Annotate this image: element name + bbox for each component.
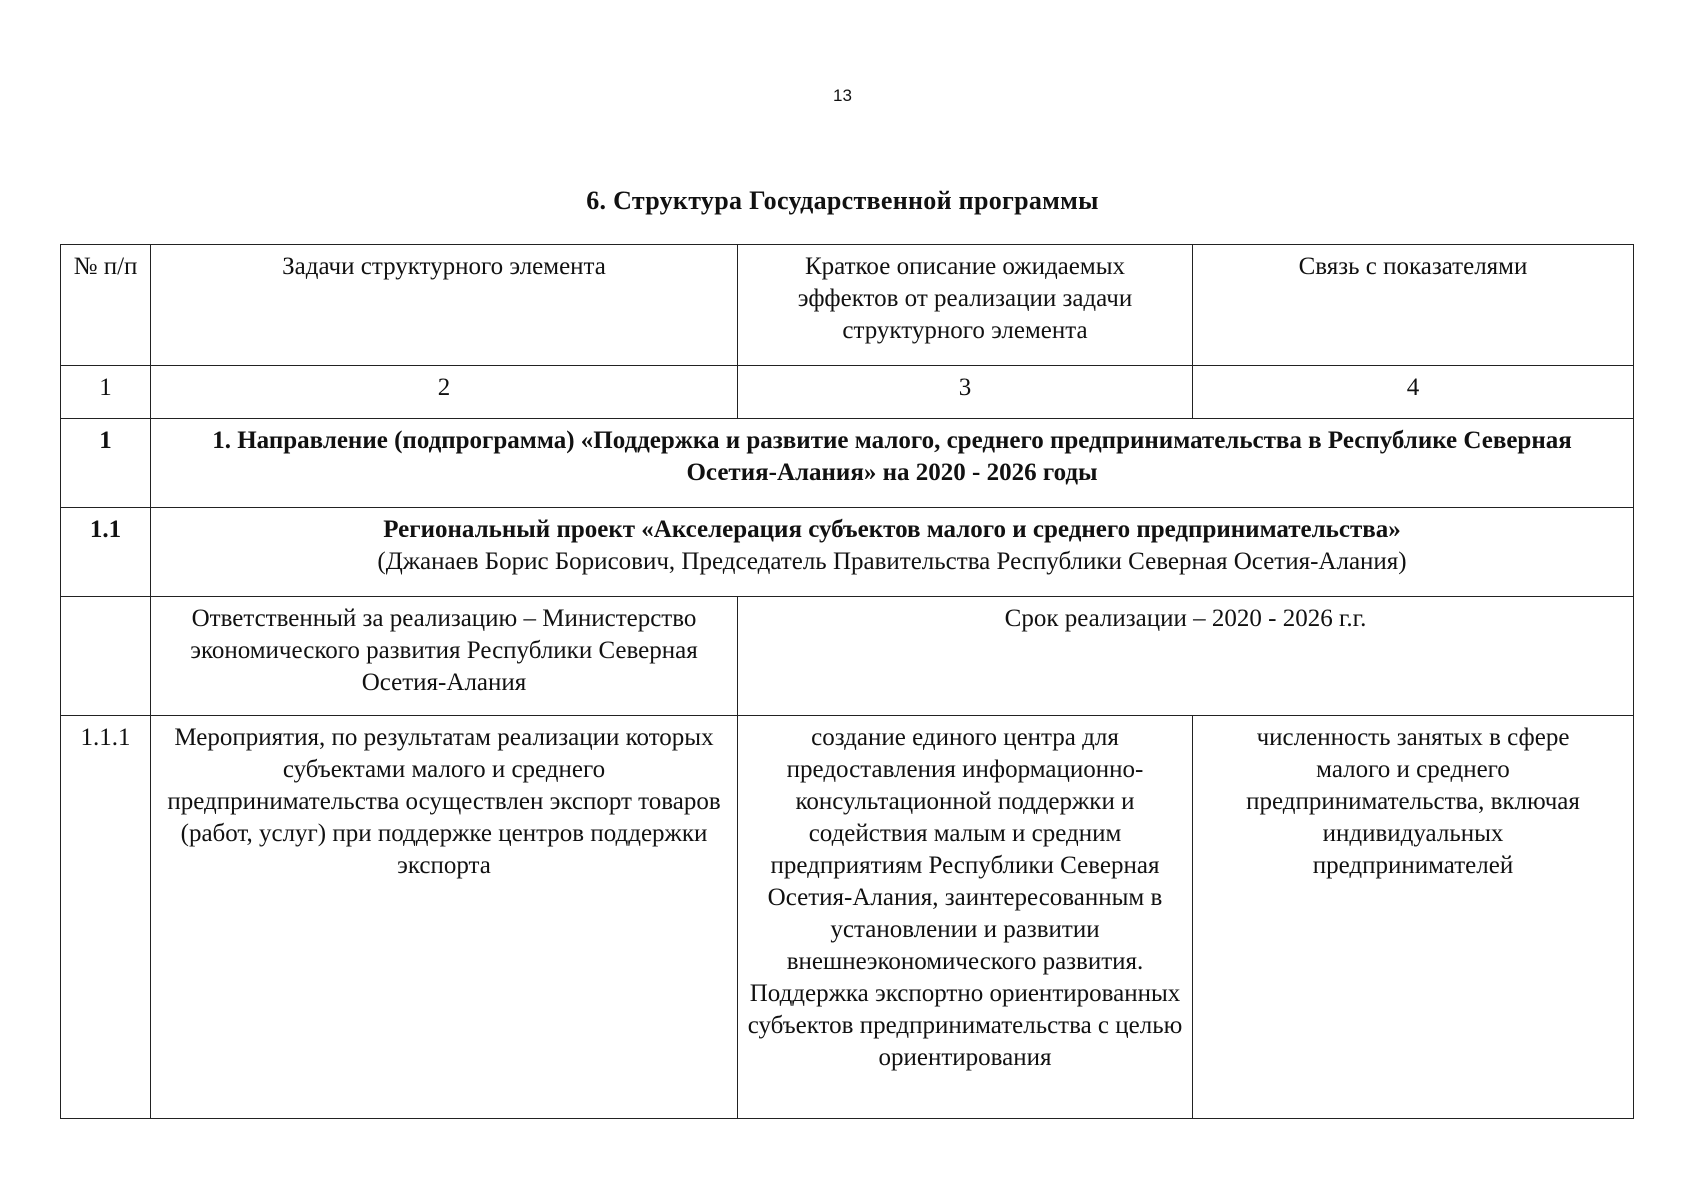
header-effects: Краткое описание ожидаемых эффектов от реализации задачи структурного элемента — [738, 245, 1193, 366]
header-num: № п/п — [61, 245, 151, 366]
section-title: 6. Структура Государственной программы — [586, 186, 1099, 215]
direction-title: 1. Направление (подпрограмма) «Поддержка и развитие малого, среднего предпринимательства в Республике Северная Осетия-Алания» на 2020 - 2026 годы — [151, 419, 1634, 508]
activity-row — [61, 716, 1634, 1119]
column-number: 1 — [61, 366, 151, 419]
responsible-row — [61, 597, 1634, 716]
header-tasks: Задачи структурного элемента — [151, 245, 738, 366]
activity-indicator: численность занятых в сфере малого и среднего предпринимательства, включая индивидуальных предпринимателей — [1193, 716, 1634, 1119]
structure-table — [60, 244, 1634, 1119]
activity-effect: создание единого центра для предоставления информационно-консультационной поддержки и содействия малым и средним предприятиям Республики Северная Осетия-Алания, заинтересованным в установлении и развитии внешнеэкономического развития. Поддержка экспортно ориентированных субъектов предпринимательства с целью ориентирования — [738, 716, 1193, 1119]
responsible-text: Ответственный за реализацию – Министерство экономического развития Республики Северная Осетия-Алания — [151, 597, 738, 716]
header-row — [61, 245, 1634, 366]
activity-num: 1.1.1 — [61, 716, 151, 1119]
project-curator: (Джанаев Борис Борисович, Председатель Правительства Республики Северная Осетия-Алания) — [377, 548, 1407, 575]
responsible-num — [61, 597, 151, 716]
page-number: 13 — [833, 86, 852, 105]
column-number: 4 — [1193, 366, 1634, 419]
project-cell — [151, 508, 1634, 597]
project-row — [61, 508, 1634, 597]
column-numbers-row — [61, 366, 1634, 419]
implementation-term: Срок реализации – 2020 - 2026 г.г. — [738, 597, 1634, 716]
header-indicators: Связь с показателями — [1193, 245, 1634, 366]
column-number: 3 — [738, 366, 1193, 419]
project-num: 1.1 — [61, 508, 151, 597]
activity-task: Мероприятия, по результатам реализации которых субъектами малого и среднего предпринимательства осуществлен экспорт товаров (работ, услуг) при поддержке центров поддержки экспорта — [151, 716, 738, 1119]
direction-num: 1 — [61, 419, 151, 508]
project-title: Региональный проект «Акселерация субъектов малого и среднего предпринимательства» — [383, 516, 1401, 543]
direction-row — [61, 419, 1634, 508]
column-number: 2 — [151, 366, 738, 419]
